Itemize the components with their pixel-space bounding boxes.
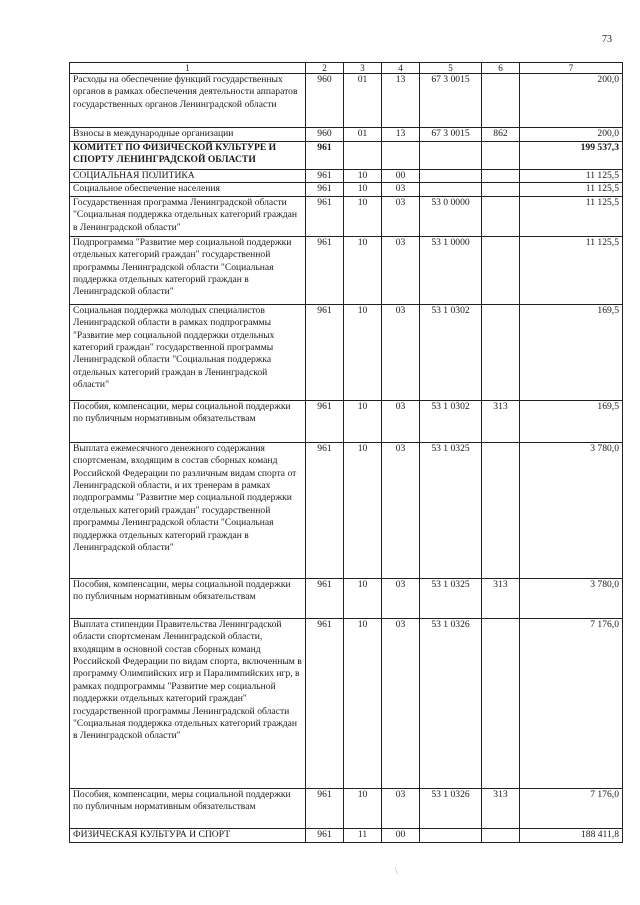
row-name-cell: Социальное обеспечение населения [70, 183, 306, 196]
row-subsection-cell: 13 [382, 74, 420, 128]
row-gr-code-cell: 961 [306, 788, 344, 828]
row-amount-cell: 188 411,8 [520, 828, 623, 842]
row-gr-code-cell: 961 [306, 196, 344, 236]
row-expense-type-cell [482, 142, 520, 170]
table-row [70, 442, 623, 578]
row-name-cell: Пособия, компенсации, меры социальной поддержки по публичным нормативным обязательствам [70, 578, 306, 618]
row-amount-cell: 11 125,5 [520, 236, 623, 304]
header-row [70, 63, 623, 74]
row-name-cell: Государственная программа Ленинградской области "Социальная поддержка отдельных категорий граждан в Ленинградской области" [70, 196, 306, 236]
row-section-cell: 11 [344, 828, 382, 842]
row-gr-code-cell: 961 [306, 142, 344, 170]
row-target-article-cell [420, 170, 482, 183]
row-section-cell: 10 [344, 304, 382, 400]
row-expense-type-cell [482, 442, 520, 578]
row-subsection-cell: 13 [382, 128, 420, 142]
row-section-cell: 10 [344, 400, 382, 442]
row-name-cell: Расходы на обеспечение функций государственных органов в рамках обеспечения деятельности аппаратов государственных органов Ленинградской области [70, 74, 306, 128]
row-target-article-cell: 53 1 0326 [420, 618, 482, 788]
row-expense-type-cell: 313 [482, 400, 520, 442]
row-expense-type-cell: 313 [482, 578, 520, 618]
row-subsection-cell: 00 [382, 170, 420, 183]
scan-mark: \ [395, 866, 398, 876]
header-cell: 7 [520, 63, 623, 74]
row-name-cell: КОМИТЕТ ПО ФИЗИЧЕСКОЙ КУЛЬТУРЕ И СПОРТУ ЛЕНИНГРАДСКОЙ ОБЛАСТИ [70, 142, 306, 170]
row-subsection-cell: 03 [382, 442, 420, 578]
row-expense-type-cell [482, 170, 520, 183]
row-gr-code-cell: 961 [306, 170, 344, 183]
row-amount-cell: 11 125,5 [520, 196, 623, 236]
row-amount-cell: 3 780,0 [520, 578, 623, 618]
table-row [70, 183, 623, 196]
header-cell: 2 [306, 63, 344, 74]
row-expense-type-cell: 862 [482, 128, 520, 142]
row-expense-type-cell: 313 [482, 788, 520, 828]
row-subsection-cell [382, 142, 420, 170]
row-expense-type-cell [482, 183, 520, 196]
header-cell: 5 [420, 63, 482, 74]
row-target-article-cell [420, 183, 482, 196]
row-subsection-cell: 03 [382, 578, 420, 618]
row-target-article-cell: 53 1 0302 [420, 400, 482, 442]
row-target-article-cell: 53 0 0000 [420, 196, 482, 236]
row-name-cell: Социальная поддержка молодых специалистов Ленинградской области в рамках подпрограммы "Развитие мер социальной поддержки отдельных категорий граждан" государственной программы Ленинградской области "Социальная поддержка отдельных категорий граждан в Ленинградской области" [70, 304, 306, 400]
table-body [70, 63, 623, 843]
row-section-cell: 10 [344, 578, 382, 618]
row-subsection-cell: 03 [382, 618, 420, 788]
row-section-cell: 10 [344, 236, 382, 304]
row-subsection-cell: 03 [382, 196, 420, 236]
row-section-cell: 01 [344, 74, 382, 128]
row-subsection-cell: 03 [382, 183, 420, 196]
row-subsection-cell: 03 [382, 236, 420, 304]
header-cell: 1 [70, 63, 306, 74]
row-amount-cell: 7 176,0 [520, 618, 623, 788]
row-target-article-cell: 53 1 0326 [420, 788, 482, 828]
row-name-cell: Выплата стипендии Правительства Ленинградской области спортсменам Ленинградской области, входящим в основной состав сборных команд Российской Федерации по видам спорта, включенным в программу Олимпийских игр и Паралимпийских игр, в рамках подпрограммы "Развитие мер социальной поддержки отдельных категорий граждан" государственной программы Ленинградской области "Социальная поддержка отдельных категорий граждан в Ленинградской области" [70, 618, 306, 788]
row-section-cell: 10 [344, 196, 382, 236]
row-expense-type-cell [482, 236, 520, 304]
row-name-cell: Пособия, компенсации, меры социальной поддержки по публичным нормативным обязательствам [70, 788, 306, 828]
table-row [70, 828, 623, 842]
table-row [70, 236, 623, 304]
row-gr-code-cell: 960 [306, 128, 344, 142]
row-name-cell: ФИЗИЧЕСКАЯ КУЛЬТУРА И СПОРТ [70, 828, 306, 842]
row-expense-type-cell [482, 304, 520, 400]
table-row [70, 142, 623, 170]
row-target-article-cell [420, 828, 482, 842]
row-expense-type-cell [482, 828, 520, 842]
row-subsection-cell: 00 [382, 828, 420, 842]
row-gr-code-cell: 961 [306, 618, 344, 788]
row-gr-code-cell: 961 [306, 400, 344, 442]
row-amount-cell: 169,5 [520, 400, 623, 442]
budget-table [69, 62, 623, 843]
row-target-article-cell: 53 1 0302 [420, 304, 482, 400]
row-expense-type-cell [482, 74, 520, 128]
table-row [70, 74, 623, 128]
row-section-cell: 10 [344, 183, 382, 196]
table-row [70, 196, 623, 236]
row-target-article-cell [420, 142, 482, 170]
row-target-article-cell: 53 1 0325 [420, 442, 482, 578]
page-number: 73 [602, 34, 612, 45]
row-name-cell: Подпрограмма "Развитие мер социальной поддержки отдельных категорий граждан" государственной программы Ленинградской области "Социальная поддержка отдельных категорий граждан в Ленинградской области" [70, 236, 306, 304]
row-section-cell: 10 [344, 788, 382, 828]
table-row [70, 788, 623, 828]
row-amount-cell: 7 176,0 [520, 788, 623, 828]
row-name-cell: СОЦИАЛЬНАЯ ПОЛИТИКА [70, 170, 306, 183]
row-section-cell: 10 [344, 618, 382, 788]
row-amount-cell: 11 125,5 [520, 170, 623, 183]
table-row [70, 128, 623, 142]
row-amount-cell: 200,0 [520, 128, 623, 142]
table-row [70, 170, 623, 183]
row-gr-code-cell: 961 [306, 304, 344, 400]
row-amount-cell: 3 780,0 [520, 442, 623, 578]
row-expense-type-cell [482, 196, 520, 236]
table-row [70, 618, 623, 788]
row-amount-cell: 169,5 [520, 304, 623, 400]
row-target-article-cell: 67 3 0015 [420, 128, 482, 142]
row-section-cell: 10 [344, 170, 382, 183]
row-amount-cell: 11 125,5 [520, 183, 623, 196]
table-row [70, 578, 623, 618]
row-section-cell: 01 [344, 128, 382, 142]
row-name-cell: Пособия, компенсации, меры социальной поддержки по публичным нормативным обязательствам [70, 400, 306, 442]
row-subsection-cell: 03 [382, 400, 420, 442]
row-amount-cell: 199 537,3 [520, 142, 623, 170]
row-name-cell: Взносы в международные организации [70, 128, 306, 142]
header-cell: 3 [344, 63, 382, 74]
row-gr-code-cell: 961 [306, 828, 344, 842]
row-target-article-cell: 53 1 0325 [420, 578, 482, 618]
header-cell: 4 [382, 63, 420, 74]
row-target-article-cell: 53 1 0000 [420, 236, 482, 304]
table-row [70, 304, 623, 400]
row-subsection-cell: 03 [382, 788, 420, 828]
header-cell: 6 [482, 63, 520, 74]
row-gr-code-cell: 961 [306, 578, 344, 618]
table-row [70, 400, 623, 442]
row-section-cell [344, 142, 382, 170]
row-name-cell: Выплата ежемесячного денежного содержания спортсменам, входящим в состав сборных команд Российской Федерации по различным видам спорта от Ленинградской области, и их тренерам в рамках подпрограммы "Развитие мер социальной поддержки отдельных категорий граждан" государственной программы Ленинградской области "Социальная поддержка отдельных категорий граждан в Ленинградской области" [70, 442, 306, 578]
row-gr-code-cell: 961 [306, 442, 344, 578]
row-gr-code-cell: 961 [306, 183, 344, 196]
row-gr-code-cell: 961 [306, 236, 344, 304]
row-target-article-cell: 67 3 0015 [420, 74, 482, 128]
row-section-cell: 10 [344, 442, 382, 578]
row-expense-type-cell [482, 618, 520, 788]
row-gr-code-cell: 960 [306, 74, 344, 128]
row-amount-cell: 200,0 [520, 74, 623, 128]
row-subsection-cell: 03 [382, 304, 420, 400]
